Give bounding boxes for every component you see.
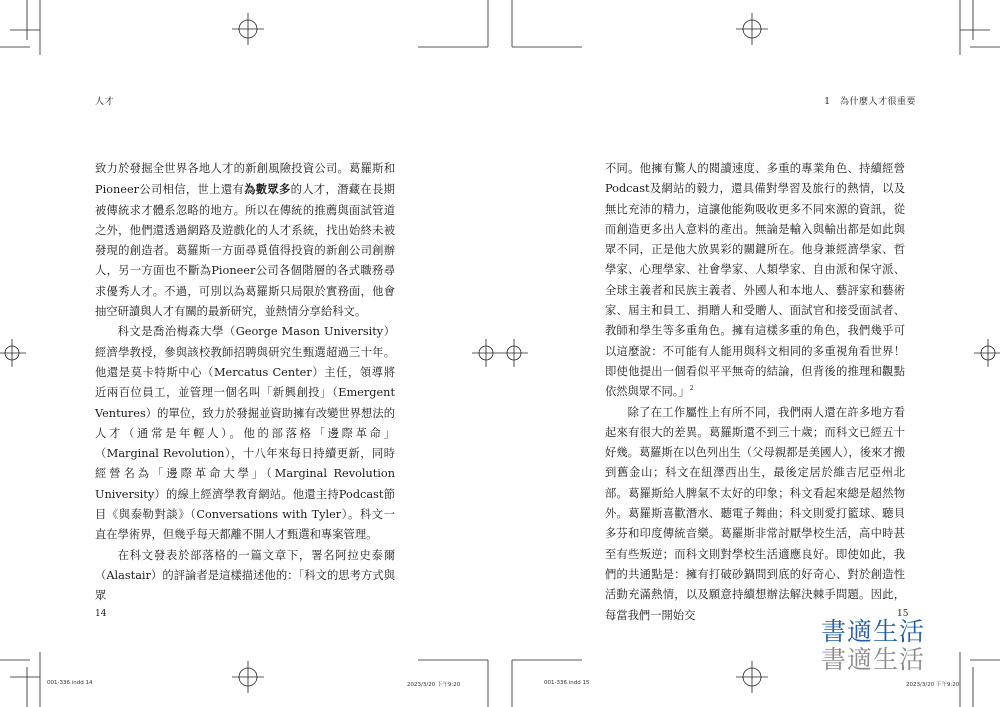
running-head: 人才	[95, 97, 115, 107]
paragraph-2: 科文是喬治梅森大學（George Mason University）經濟學教授，參與該校教師招聘與研究生甄選超過三十年。他還是莫卡特斯中心（Mercatus Center）主任，領導將近兩百位員工，並管理一個名叫「新興創投」（Emergent Ventures）的單位，致力於發掘並資助擁有改變世界想法的人才（通常是年輕人）。他的部落格「邊際革命」（Marginal Revolution），十八年來每日持續更新，同時經營名為「邊際革命大學」（Marginal Revolution University）的線上經濟學教育網站。他還主持Podcast節目《與泰勒對談》（Conversations with Tyler）。科文一直在學術界，但幾乎每天都離不開人才甄選和專案管理。	[95, 325, 395, 542]
page-number: 14	[95, 609, 107, 619]
paragraph-1	[605, 159, 905, 403]
body-text	[605, 159, 905, 626]
paragraph-1-text: 致力於發掘全世界各地人才的新創風險投資公司。葛羅斯和Pioneer公司相信，世上還有	[95, 162, 395, 197]
slug-filename: 001-336.indd 14	[47, 680, 93, 686]
bold-emphasis: 為數眾多	[244, 182, 291, 197]
slug-filename: 001-336.indd 15	[544, 680, 590, 686]
watermark-logo-shadow: 書適生活	[821, 645, 926, 674]
slug-timestamp: 2023/3/20 下午9:20	[906, 682, 960, 688]
watermark-logo: 書適生活	[821, 617, 926, 646]
paragraph-3: 在科文發表於部落格的一篇文章下，署名阿拉史泰爾（Alastair）的評論者是這樣描述他的：「科文的思考方式與眾	[95, 548, 395, 603]
page-number: 15	[897, 609, 909, 619]
paragraph-1	[95, 159, 395, 322]
paragraph-1-text: 不同。他擁有驚人的閱讀速度、多重的專業角色、持續經營Podcast及網站的毅力，還具備對學習及旅行的熱情，以及無比充沛的精力，這讓他能夠吸收更多不同來源的資訊，從而創造更多出人意料的產出。無論是輸入與輸出都是如此與眾不同，正是他大放異彩的關鍵所在。他身兼經濟學家、哲學家、心理學家、社會學家、人類學家、自由派和保守派、全球主義者和民族主義者、外國人和本地人、藝評家和藝術家、屆主和員工、捐贈人和受贈人、面試官和接受面試者、教師和學生等多重角色。擁有這樣多重的角色，我們幾乎可以這麼說：不可能有人能用與科文相同的多重視角看世界！即使他提出一個看似平平無奇的結論，但背後的推理和觀點依然與眾不同。」	[605, 162, 905, 399]
footnote-marker: 2	[689, 385, 694, 393]
running-head: 1 為什麼人才很重要	[824, 97, 916, 107]
paragraph-1-text-rest: 的人才，潛藏在長期被傳統求才體系忽略的地方。所以在傳統的推薦與面試管道之外，他們還透過網路及遊戲化的人才系統，找出始終未被發現的創造者。葛羅斯一方面尋覓值得投資的新創公司創辦人，另一方面也不斷為Pioneer公司各個階層的各式職務尋求優秀人才。不過，可別以為葛羅斯只局限於實務面，他會抽空研讀與人才有關的最新研究，並熱情分享給科文。	[95, 183, 395, 319]
slug-timestamp: 2023/3/20 下午9:20	[407, 682, 461, 688]
paragraph-2: 除了在工作屬性上有所不同，我們兩人還在許多地方看起來有很大的差異。葛羅斯還不到三十歲；而科文已經五十好幾。葛羅斯在以色列出生（父母親都是美國人），後來才搬到舊金山；科文在紐澤西出生，最後定居於維吉尼亞州北部。葛羅斯給人脾氣不太好的印象；科文看起來總是超然物外。葛羅斯喜歡潛水、聽電子舞曲；科文則愛打籃球、聽貝多芬和印度傳統音樂。葛羅斯非常討厭學校生活，高中時甚至有些叛逆；而科文則對學校生活適應良好。即使如此，我們的共通點是：擁有打破砂鍋問到底的好奇心、對於創造性活動充滿熱情，以及願意持續想辦法解決棘手問題。因此，每當我們一開始交	[605, 405, 905, 622]
body-text	[95, 159, 395, 607]
right-page	[500, 0, 1000, 707]
